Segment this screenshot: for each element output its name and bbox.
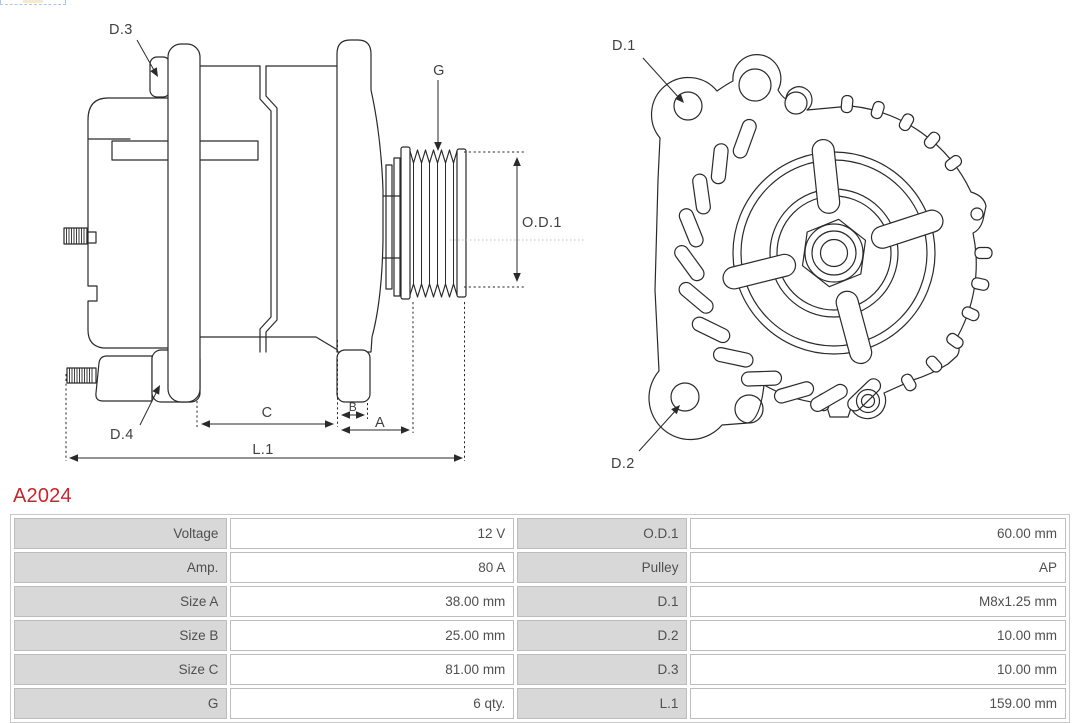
dim-label-b: B [348, 400, 358, 414]
spec-label: D.2 [517, 620, 687, 651]
spec-value: 12 V [230, 518, 514, 549]
spec-label: D.3 [517, 654, 687, 685]
spec-label: Pulley [517, 552, 687, 583]
dim-label-d4: D.4 [110, 427, 134, 443]
spec-value: 6 qty. [230, 688, 514, 719]
terminal-stud-upper [64, 228, 96, 244]
top-ear [150, 57, 170, 97]
dim-label-a: A [374, 415, 386, 431]
spec-value: AP [690, 552, 1066, 583]
spec-value: M8x1.25 mm [690, 586, 1066, 617]
table-row [14, 654, 1066, 685]
spec-label: D.1 [517, 586, 687, 617]
dim-label-d3: D.3 [109, 22, 133, 38]
spec-value: 81.00 mm [230, 654, 514, 685]
spec-label: Size C [14, 654, 227, 685]
specs-table [10, 514, 1070, 723]
dim-label-od1: O.D.1 [522, 215, 562, 231]
spec-label: Size B [14, 620, 227, 651]
front-view-drawing [649, 55, 992, 440]
front-flange [168, 44, 200, 402]
dim-label-l1: L.1 [252, 442, 274, 458]
part-number: A2024 [13, 485, 72, 507]
side-view-drawing [64, 40, 466, 402]
spec-value: 38.00 mm [230, 586, 514, 617]
table-row [14, 552, 1066, 583]
lower-lug [96, 356, 152, 401]
spec-label: O.D.1 [517, 518, 687, 549]
dim-label-d1: D.1 [612, 38, 636, 54]
spec-value: 159.00 mm [690, 688, 1066, 719]
spec-value: 10.00 mm [690, 654, 1066, 685]
rear-housing [88, 98, 170, 348]
spec-label: Amp. [14, 552, 227, 583]
dim-label-g: G [433, 63, 445, 79]
spec-label: Size A [14, 586, 227, 617]
terminal-stud-lower [67, 368, 96, 383]
spec-value: 80 A [230, 552, 514, 583]
spec-value: 10.00 mm [690, 620, 1066, 651]
table-row [14, 586, 1066, 617]
spec-value: 60.00 mm [690, 518, 1066, 549]
dim-label-d2: D.2 [611, 456, 635, 472]
spec-label: L.1 [517, 688, 687, 719]
table-row [14, 620, 1066, 651]
table-row [14, 688, 1066, 719]
spec-value: 25.00 mm [230, 620, 514, 651]
pulley [401, 147, 466, 299]
table-row [14, 518, 1066, 549]
front-cover [337, 40, 383, 352]
spec-label: G [14, 688, 227, 719]
dim-label-c: C [261, 405, 273, 421]
front-foot [337, 350, 370, 402]
spec-label: Voltage [14, 518, 227, 549]
side-view-dimensions [66, 40, 586, 461]
